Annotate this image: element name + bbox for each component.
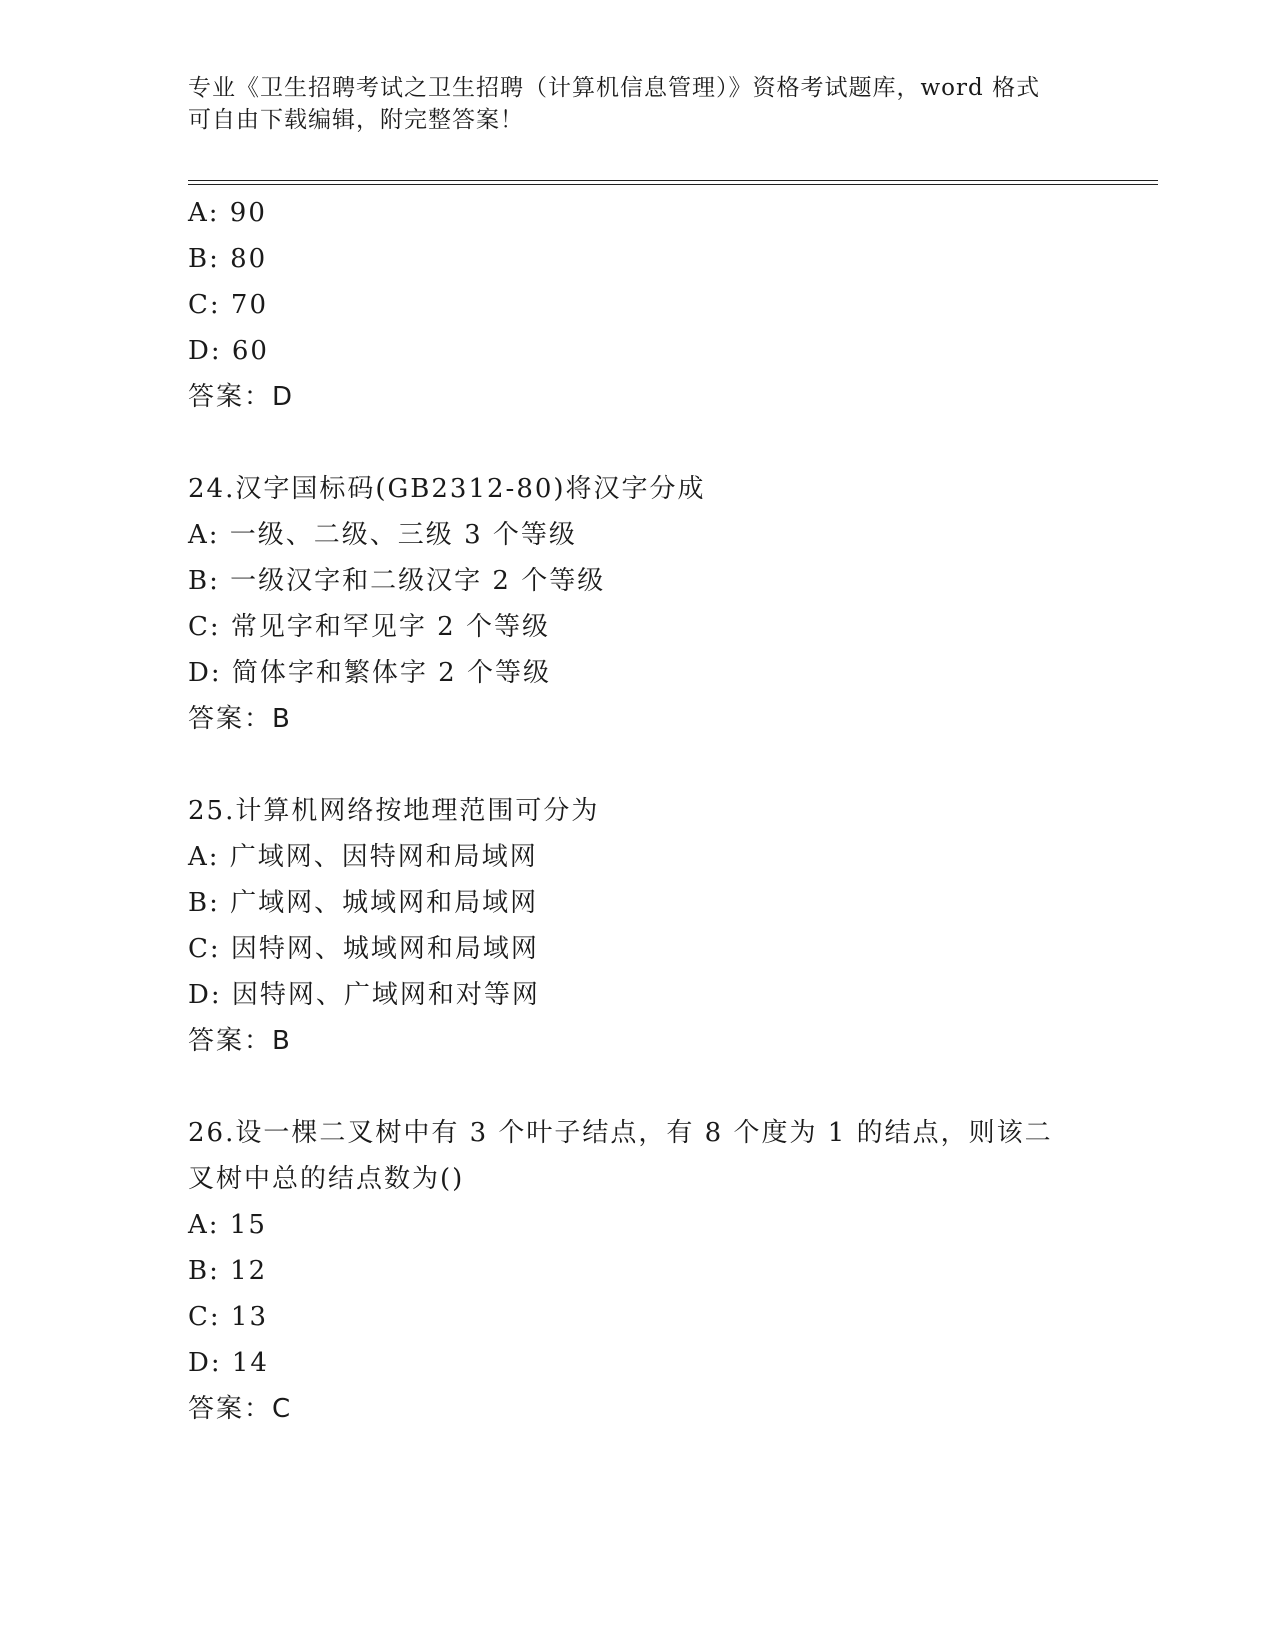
option-b: B: 12	[188, 1256, 268, 1286]
option-d: D: 因特网、广域网和对等网	[188, 980, 540, 1010]
answer-line: 答案：B	[188, 704, 292, 734]
question-stem: 26.设一棵二叉树中有 3 个叶子结点，有 8 个度为 1 的结点，则该二叉树中总的结点数为()	[188, 1118, 1053, 1194]
question-stem: 24.汉字国标码(GB2312-80)将汉字分成	[188, 474, 706, 504]
question-block-26	[188, 1110, 1088, 1432]
answer-line: 答案：D	[188, 382, 295, 412]
spacer	[188, 742, 1088, 788]
answer-line: 答案：C	[188, 1394, 293, 1424]
option-a: A: 广域网、因特网和局域网	[188, 842, 538, 872]
option-c: C: 常见字和罕见字 2 个等级	[188, 612, 550, 642]
question-block-25	[188, 788, 1088, 1064]
option-c: C: 70	[188, 290, 269, 320]
option-b: B: 广域网、城域网和局域网	[188, 888, 539, 918]
option-a: A: 一级、二级、三级 3 个等级	[188, 520, 577, 550]
option-a: A: 90	[188, 198, 267, 228]
header-line-2: 可自由下载编辑，附完整答案！	[188, 107, 524, 133]
option-c: C: 13	[188, 1302, 269, 1332]
option-d: D: 60	[188, 336, 269, 366]
question-stem: 25.计算机网络按地理范围可分为	[188, 796, 600, 826]
question-block-23	[188, 190, 1088, 420]
spacer	[188, 1064, 1088, 1110]
option-a: A: 15	[188, 1210, 267, 1240]
option-d: D: 简体字和繁体字 2 个等级	[188, 658, 551, 688]
header-divider	[188, 180, 1158, 185]
option-c: C: 因特网、城域网和局域网	[188, 934, 539, 964]
header-line-1: 专业《卫生招聘考试之卫生招聘（计算机信息管理）》资格考试题库，word 格式	[188, 75, 1041, 101]
document-header	[188, 72, 1068, 136]
answer-line: 答案：B	[188, 1026, 292, 1056]
question-list	[188, 190, 1088, 1432]
option-d: D: 14	[188, 1348, 269, 1378]
option-b: B: 一级汉字和二级汉字 2 个等级	[188, 566, 606, 596]
spacer	[188, 420, 1088, 466]
option-b: B: 80	[188, 244, 268, 274]
question-block-24	[188, 466, 1088, 742]
